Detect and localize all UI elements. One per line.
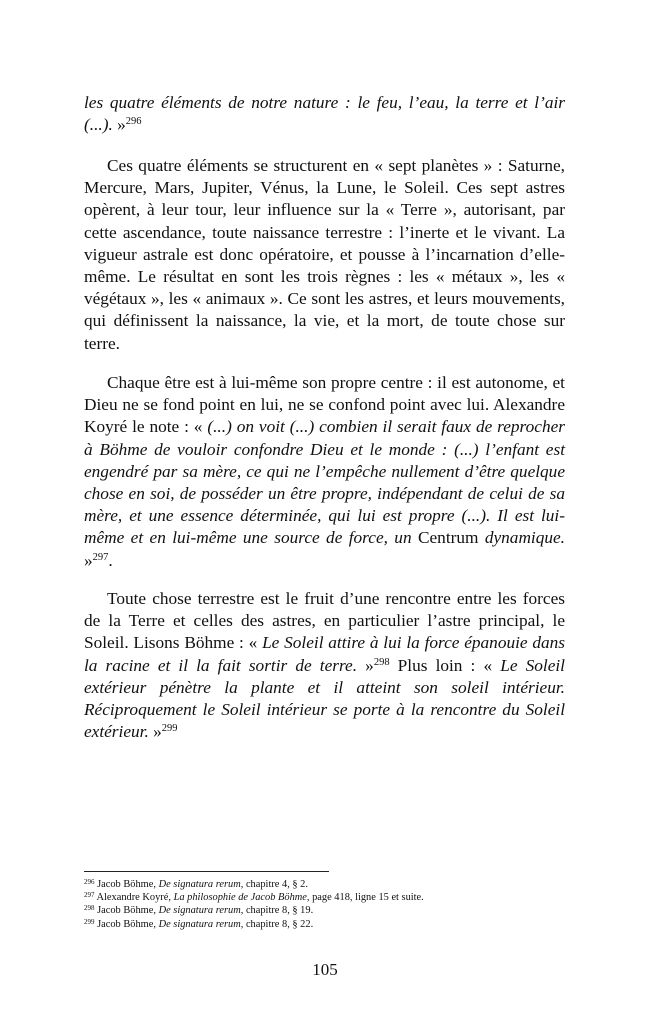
footnote-location: , page 418, ligne 15 et suite. — [306, 892, 424, 904]
page-number: 105 — [312, 960, 338, 979]
footnote-divider — [84, 871, 329, 872]
footnote-title: De signatura rerum — [158, 905, 241, 917]
quote-continuation — [84, 92, 565, 136]
koyre-quote: (...) on voit (...) combien il serait faux de reprocher à Böhme de vouloir confondre Dieu et le monde : (...) l’enfant est engendré par sa mère, ce qui ne l’empêche nullement d’être quelque chose en soi, de posséder un être propre, indépendant de celui de sa mère, et une essence déterminée, qui lui est propre (...). Il est lui-même et en lui-même une source de force, un — [84, 417, 565, 548]
footnote-number: 297 — [84, 891, 95, 900]
footnote-ref-296[interactable]: 296 — [125, 116, 142, 128]
paragraph-intro: Chaque être est à lui-même son propre centre : il est autonome, et Dieu ne se fond point en lui, ne se confond point avec lui. Alexandre Koyré le note : « — [84, 373, 565, 437]
footnote-author: Alexandre Koyré, — [94, 892, 174, 904]
footnote-299 — [84, 918, 565, 931]
footnote-location: , chapitre 8, § 22. — [240, 918, 314, 930]
footnote-author: Jacob Böhme, — [94, 918, 159, 930]
footnote-number: 296 — [84, 878, 95, 886]
quote-close: » — [112, 115, 126, 135]
footnote-author: Jacob Böhme, — [94, 879, 159, 890]
footnote-number: 298 — [84, 904, 95, 913]
footnote-location: , chapitre 4, § 2. — [240, 879, 308, 890]
koyre-quote-end: dynamique. — [478, 528, 565, 548]
quote-close: » — [148, 722, 162, 742]
paragraph-soleil — [84, 588, 565, 743]
footnote-author: Jacob Böhme, — [94, 905, 159, 917]
footnote-location: , chapitre 8, § 19. — [240, 905, 314, 917]
footnote-title: De signatura rerum — [158, 879, 241, 890]
bohme-quote-1: Le Soleil attire à lui la force épanouie dans la racine et il la fait sortir de terre. — [84, 633, 566, 675]
period: . — [108, 550, 113, 570]
quote-text: les quatre éléments de notre nature : le feu, l’eau, la terre et l’air (...). — [84, 93, 565, 135]
quote-close: » — [84, 550, 93, 570]
footnote-297 — [84, 891, 565, 904]
footnote-ref-297[interactable]: 297 — [92, 551, 109, 563]
bohme-quote-2: Le Soleil extérieur pénètre la plante et il atteint son soleil intérieur. Réciproquement le Soleil intérieur se porte à la rencontre du Soleil extérieur. — [84, 655, 565, 742]
paragraph-koyre — [84, 372, 565, 572]
paragraph-planets — [84, 155, 565, 355]
footnote-ref-299[interactable]: 299 — [161, 723, 178, 735]
footnotes — [84, 878, 565, 931]
footnote-title: La philosophie de Jacob Böhme — [173, 892, 307, 904]
footnote-298 — [84, 904, 565, 917]
paragraph-text: Ces quatre éléments se structurent en « sept planètes » : Saturne, Mercure, Mars, Jupiter, Vénus, la Lune, le Soleil. Ces sept astres opèrent, à leur tour, leur influence sur la « Terre », autorisant, par cette ascendance, toute naissance terrestre : l’inerte et le vivant. La vigueur astrale est donc opératoire, et pousse à l’incarnation d’elle-même. Le résultat en sont les trois règnes : les « métaux », les « végétaux », les « animaux ». Ce sont les astres, et leurs mouvements, qui définissent la naissance, la vie, et la mort, de toute chose sur terre. — [84, 156, 565, 353]
quote-close: » — [357, 655, 374, 675]
paragraph-intro: Toute chose terrestre est le fruit d’une rencontre entre les forces de la Terre et celles des astres, en particulier l’astre principal, le Soleil. Lisons Böhme : « — [84, 589, 565, 653]
footnote-title: De signatura rerum — [158, 918, 241, 930]
footnote-number: 299 — [84, 917, 95, 926]
centrum-word: Centrum — [417, 528, 479, 548]
footnote-ref-298[interactable]: 298 — [373, 656, 390, 668]
footnote-296 — [84, 878, 565, 891]
paragraph-mid: Plus loin : « — [389, 655, 501, 675]
